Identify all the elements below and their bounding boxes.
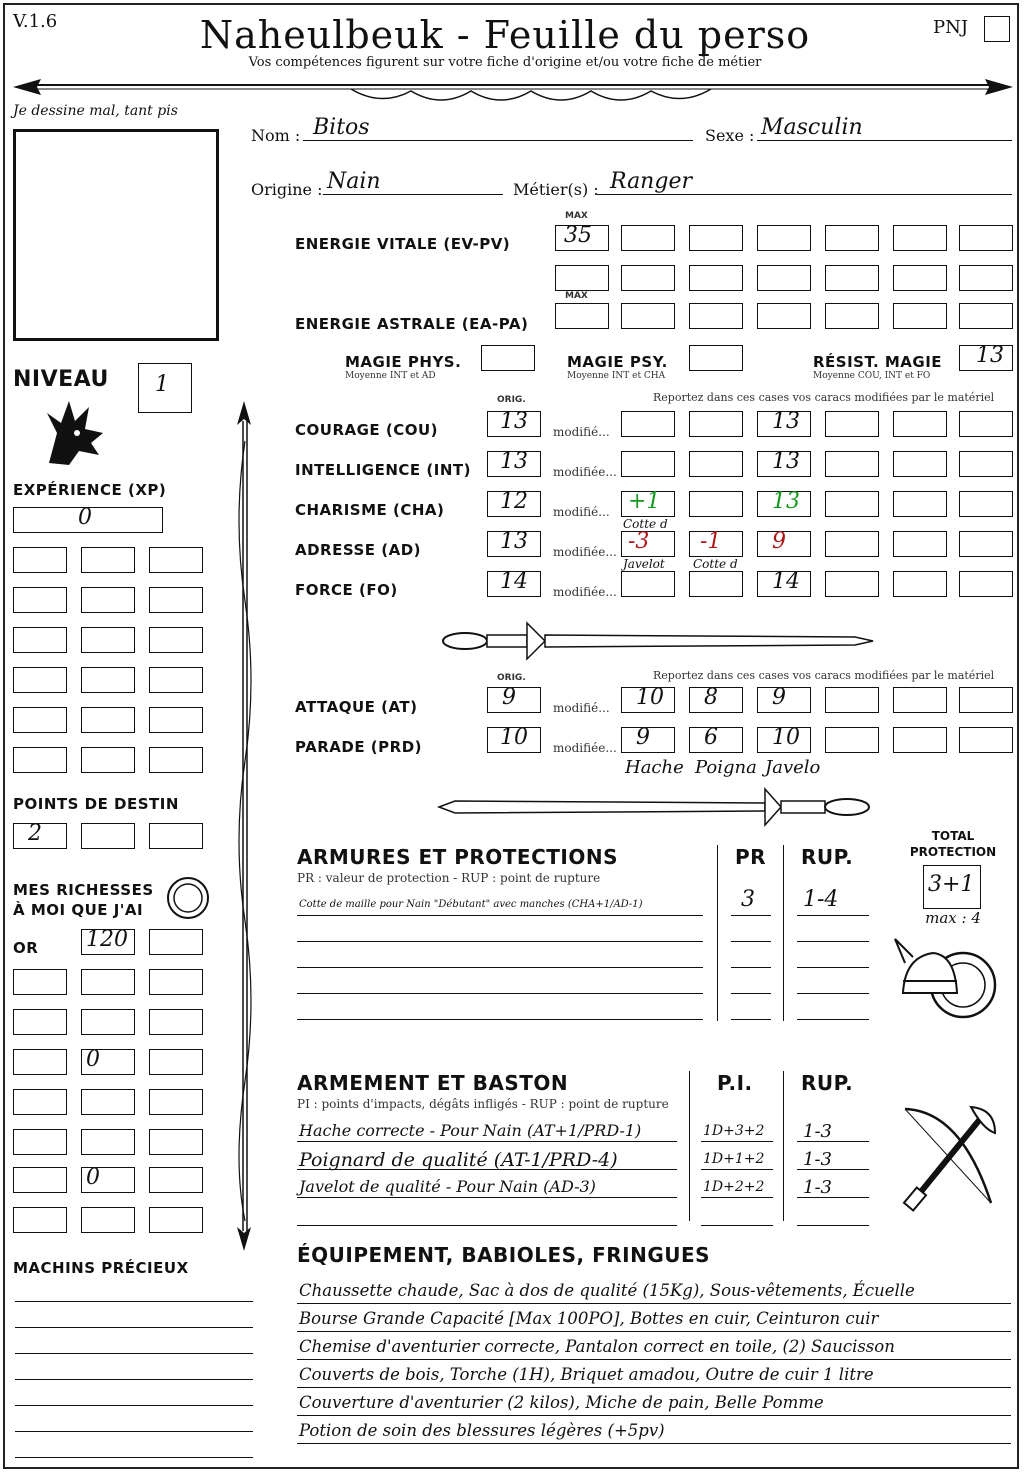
destin-box-2[interactable]: [81, 823, 135, 849]
weapon-pi-line[interactable]: [701, 1197, 773, 1198]
combat-modif-box[interactable]: [689, 687, 743, 713]
equipment-line[interactable]: [297, 1443, 1011, 1444]
precious-line[interactable]: [15, 1353, 253, 1354]
armor-name-line[interactable]: [297, 967, 703, 968]
carac-modif-box[interactable]: [959, 531, 1013, 557]
carac-modif-3-value: 13: [772, 489, 800, 514]
carac-orig-box[interactable]: [487, 411, 541, 437]
ev-box-row2-5[interactable]: [825, 265, 879, 291]
armor-rup-line[interactable]: [797, 915, 869, 916]
weapon-col-2: Poigna: [695, 757, 757, 778]
xp-box[interactable]: [81, 667, 135, 693]
carac-modif-2-value: -1: [700, 529, 722, 554]
machins-precieux-label: MACHINS PRÉCIEUX: [13, 1259, 189, 1277]
resist-magie-label: RÉSIST. MAGIE: [813, 353, 943, 371]
carac-orig-box[interactable]: [487, 571, 541, 597]
carac-orig-value: 12: [500, 489, 528, 514]
combat-modif-value: 9: [636, 725, 650, 750]
armor-name-line[interactable]: [297, 993, 703, 994]
richesses-label-1: MES RICHESSES: [13, 881, 154, 899]
equipment-line[interactable]: [297, 1359, 1011, 1360]
or-box[interactable]: [149, 1009, 203, 1035]
equipment-text: Couverture d'aventurier (2 kilos), Miche de pain, Belle Pomme: [299, 1393, 824, 1412]
total-protection-max: max : 4: [925, 909, 981, 927]
weapon-item-name: Poignard de qualité (AT-1/PRD-4): [299, 1149, 618, 1171]
ev-box-row2-4[interactable]: [757, 265, 811, 291]
argent-box[interactable]: [81, 1089, 135, 1115]
argent-box[interactable]: [149, 1089, 203, 1115]
equipment-line[interactable]: [297, 1331, 1011, 1332]
carac-modif-box[interactable]: [893, 571, 947, 597]
argent-slot[interactable]: [13, 1049, 67, 1075]
armor-sub: PR : valeur de protection - RUP : point de rupture: [297, 871, 601, 885]
carac-modif-box[interactable]: [689, 531, 743, 557]
xp-box[interactable]: [13, 547, 67, 573]
combat-modif-value: 8: [704, 685, 718, 710]
armor-name-line[interactable]: [297, 915, 703, 916]
ev-max-box[interactable]: [555, 225, 609, 251]
equipment-title: ÉQUIPEMENT, BABIOLES, FRINGUES: [297, 1243, 711, 1267]
destin-value: 2: [28, 821, 42, 846]
parade-modif-label: modifiée...: [553, 741, 617, 755]
dragon-icon: [39, 393, 109, 469]
or-box[interactable]: [81, 1009, 135, 1035]
carac-modif-1-value: +1: [628, 489, 661, 514]
combat-modif-box[interactable]: [621, 687, 675, 713]
niveau-value: 1: [155, 372, 169, 397]
portrait-box[interactable]: [13, 129, 219, 341]
equipment-text: Bourse Grande Capacité [Max 100PO], Bottes en cuir, Ceinturon cuir: [299, 1309, 879, 1328]
combat-modif-value: 9: [772, 685, 786, 710]
cuivre-box[interactable]: [81, 1207, 135, 1233]
weapons-title: ARMEMENT ET BASTON: [297, 1071, 569, 1095]
nom-label: Nom :: [251, 126, 301, 145]
parade-orig-box[interactable]: [487, 727, 541, 753]
carac-modif-3-value: 14: [772, 569, 800, 594]
combat-orig-label: ORIG.: [497, 673, 526, 683]
weapon-item-name: Javelot de qualité - Pour Nain (AD-3): [299, 1177, 596, 1196]
precious-line[interactable]: [15, 1431, 253, 1432]
carac-modif-box[interactable]: [959, 451, 1013, 477]
pnj-checkbox[interactable]: [984, 16, 1010, 42]
parade-label: PARADE (PRD): [295, 738, 423, 756]
armor-rup-line[interactable]: [797, 993, 869, 994]
cuivre-box[interactable]: [13, 1207, 67, 1233]
armor-rup-header: RUP.: [801, 845, 854, 869]
sheet-title: Naheulbeuk - Feuille du perso: [199, 13, 811, 57]
carac-modif-label: modifiée...: [553, 545, 617, 559]
xp-box[interactable]: [81, 547, 135, 573]
carac-orig-value: 14: [500, 569, 528, 594]
combat-modif-box[interactable]: [893, 687, 947, 713]
xp-box[interactable]: [81, 587, 135, 613]
xp-box[interactable]: [13, 707, 67, 733]
carac-modif-box[interactable]: [825, 411, 879, 437]
weapon-name-line[interactable]: [297, 1141, 677, 1142]
carac-modif-label: modifié...: [553, 425, 610, 439]
pnj-label: PNJ: [933, 17, 969, 38]
carac-modif-box[interactable]: [689, 451, 743, 477]
magie-psy-sub: Moyenne INT et CHA: [567, 371, 666, 381]
niveau-box[interactable]: [138, 363, 192, 413]
xp-label: EXPÉRIENCE (XP): [13, 481, 167, 499]
sword-ornament-1: [435, 619, 875, 663]
ev-box-row2-3[interactable]: [689, 265, 743, 291]
carac-modif-box[interactable]: [893, 491, 947, 517]
ev-box-row2-7[interactable]: [959, 265, 1013, 291]
armor-item-name: Cotte de maille pour Nain "Débutant" avec manches (CHA+1/AD-1): [299, 899, 643, 910]
xp-box[interactable]: [81, 627, 135, 653]
carac-modif-label: modifiée...: [553, 465, 617, 479]
armor-rup-line[interactable]: [797, 941, 869, 942]
carac-modif-box[interactable]: [689, 411, 743, 437]
ev-box-row2-6[interactable]: [893, 265, 947, 291]
origine-value[interactable]: Nain: [327, 169, 381, 194]
or-value: 120: [86, 927, 128, 952]
weapons-sub: PI : points d'impacts, dégâts infligés - RUP : point de rupture: [297, 1097, 669, 1111]
character-sheet: [3, 3, 1019, 1469]
destin-box-1[interactable]: [13, 823, 67, 849]
combat-modif-box[interactable]: [825, 727, 879, 753]
armor-item-pr: 3: [741, 887, 755, 912]
equipment-line[interactable]: [297, 1303, 1011, 1304]
or-box[interactable]: [149, 969, 203, 995]
carac-orig-box[interactable]: [487, 451, 541, 477]
niveau-label: NIVEAU: [13, 367, 109, 392]
argent-box-2[interactable]: [149, 1049, 203, 1075]
armor-pr-line[interactable]: [731, 1019, 771, 1020]
carac-orig-value: 13: [500, 529, 528, 554]
carac-orig-box[interactable]: [487, 491, 541, 517]
weapons-pi-header: P.I.: [717, 1071, 753, 1095]
equipment-text: Chemise d'aventurier correcte, Pantalon correct en toile, (2) Saucisson: [299, 1337, 895, 1356]
weapon-name-line[interactable]: [297, 1225, 677, 1226]
equipment-text: Chaussette chaude, Sac à dos de qualité (15Kg), Sous-vêtements, Écuelle: [299, 1281, 915, 1300]
armor-pr-line[interactable]: [731, 941, 771, 942]
metier-label: Métier(s) :: [513, 180, 599, 199]
carac-modif-1-value: -3: [628, 529, 650, 554]
carac-modif-box[interactable]: [689, 571, 743, 597]
or-box[interactable]: [13, 969, 67, 995]
carac-modif-box[interactable]: [621, 531, 675, 557]
combat-modif-box[interactable]: [757, 727, 811, 753]
carac-modif-box[interactable]: [757, 571, 811, 597]
precious-line[interactable]: [15, 1379, 253, 1380]
ev-max-label: MAX: [565, 211, 588, 221]
spear-ornament-vertical: [229, 401, 259, 1251]
ev-label: ENERGIE VITALE (EV-PV): [295, 235, 511, 253]
weapon-pi-line[interactable]: [701, 1169, 773, 1170]
or-box[interactable]: [81, 929, 135, 955]
destin-label: POINTS DE DESTIN: [13, 795, 179, 813]
weapon-name-line[interactable]: [297, 1197, 677, 1198]
origine-label: Origine :: [251, 180, 323, 199]
total-protection-value: 3+1: [928, 872, 975, 897]
ea-box-2[interactable]: [689, 303, 743, 329]
argent-box[interactable]: [149, 1129, 203, 1155]
carac-modif-3-value: 13: [772, 449, 800, 474]
attaque-label: ATTAQUE (AT): [295, 698, 418, 716]
ev-box-6[interactable]: [959, 225, 1013, 251]
carac-label: INTELLIGENCE (INT): [295, 461, 471, 479]
ea-max-label: MAX: [565, 291, 588, 301]
weapon-item-pi: 1D+3+2: [703, 1123, 765, 1139]
carac-note: Javelot: [623, 557, 665, 571]
equipment-line[interactable]: [297, 1415, 1011, 1416]
ea-box-6[interactable]: [959, 303, 1013, 329]
weapon-pi-line[interactable]: [701, 1141, 773, 1142]
carac-note: Cotte d: [623, 517, 668, 531]
carac-modif-label: modifiée...: [553, 585, 617, 599]
cuivre-value: 0: [86, 1165, 100, 1190]
xp-box[interactable]: [149, 547, 203, 573]
ea-box-4[interactable]: [825, 303, 879, 329]
carac-modif-box[interactable]: [757, 491, 811, 517]
total-protection-label-2: PROTECTION: [909, 845, 997, 859]
carac-modif-box[interactable]: [825, 531, 879, 557]
argent-value: 0: [86, 1047, 100, 1072]
armor-pr-line[interactable]: [731, 967, 771, 968]
resist-magie-box[interactable]: [959, 345, 1013, 371]
combat-modif-value: 10: [772, 725, 800, 750]
weapon-pi-line[interactable]: [701, 1225, 773, 1226]
combat-modif-box[interactable]: [959, 687, 1013, 713]
carac-modif-3-value: 9: [772, 529, 786, 554]
carac-orig-value: 13: [500, 449, 528, 474]
armor-pr-line[interactable]: [731, 993, 771, 994]
xp-box[interactable]: [149, 747, 203, 773]
total-protection-box[interactable]: [923, 865, 981, 909]
resist-magie-sub: Moyenne COU, INT et FO: [813, 371, 931, 381]
armor-rup-line[interactable]: [797, 1019, 869, 1020]
precious-line[interactable]: [15, 1457, 253, 1458]
portrait-label: Je dessine mal, tant pis: [13, 103, 178, 119]
armor-name-line[interactable]: [297, 1019, 703, 1020]
sexe-value[interactable]: Masculin: [761, 115, 863, 140]
carac-modif-box[interactable]: [757, 451, 811, 477]
carac-modif-box[interactable]: [689, 491, 743, 517]
carac-orig-box[interactable]: [487, 531, 541, 557]
carac-modif-box[interactable]: [621, 571, 675, 597]
combat-modif-box[interactable]: [689, 727, 743, 753]
weapon-item-pi: 1D+1+2: [703, 1151, 765, 1167]
magie-phys-sub: Moyenne INT et AD: [345, 371, 436, 381]
cuivre-box[interactable]: [81, 1167, 135, 1193]
weapon-item-rup: 1-3: [803, 1149, 832, 1170]
cuivre-box[interactable]: [149, 1207, 203, 1233]
cuivre-slot[interactable]: [13, 1167, 67, 1193]
equipment-line[interactable]: [297, 1387, 1011, 1388]
weapon-col-3: Javelo: [765, 757, 821, 778]
combat-modif-box[interactable]: [621, 727, 675, 753]
combat-modif-value: 10: [636, 685, 664, 710]
carac-orig-label: ORIG.: [497, 395, 526, 405]
sword-ornament-2: [435, 785, 875, 829]
xp-box[interactable]: [13, 587, 67, 613]
weapons-rup-header: RUP.: [801, 1071, 854, 1095]
nom-value[interactable]: Bitos: [313, 115, 370, 140]
version-label: V.1.6: [13, 11, 58, 32]
carac-orig-value: 13: [500, 409, 528, 434]
xp-box[interactable]: [13, 667, 67, 693]
carac-note: Cotte d: [693, 557, 738, 571]
ea-box-3[interactable]: [757, 303, 811, 329]
crossed-weapons-icon: [891, 1099, 1009, 1217]
carac-label: FORCE (FO): [295, 581, 398, 599]
xp-box[interactable]: [149, 587, 203, 613]
argent-box[interactable]: [13, 1089, 67, 1115]
combat-modif-box[interactable]: [757, 687, 811, 713]
xp-box[interactable]: [81, 747, 135, 773]
carac-modif-box[interactable]: [621, 451, 675, 477]
magie-psy-box[interactable]: [689, 345, 743, 371]
weapon-item-rup: 1-3: [803, 1177, 832, 1198]
carac-label: CHARISME (CHA): [295, 501, 445, 519]
xp-total-box[interactable]: [13, 507, 163, 533]
armor-pr-header: PR: [735, 845, 767, 869]
carac-modif-box[interactable]: [621, 411, 675, 437]
ea-label: ENERGIE ASTRALE (EA-PA): [295, 315, 529, 333]
carac-modif-box[interactable]: [825, 571, 879, 597]
carac-modif-box[interactable]: [757, 531, 811, 557]
ev-box-row2-2[interactable]: [621, 265, 675, 291]
ev-box-1[interactable]: [621, 225, 675, 251]
xp-value: 0: [78, 505, 92, 530]
armor-title: ARMURES ET PROTECTIONS: [297, 845, 618, 869]
precious-line[interactable]: [15, 1327, 253, 1328]
ev-box-2[interactable]: [689, 225, 743, 251]
carac-label: COURAGE (COU): [295, 421, 439, 439]
parade-orig-value: 10: [500, 725, 528, 750]
or-box-2[interactable]: [149, 929, 203, 955]
weapon-item-name: Hache correcte - Pour Nain (AT+1/PRD-1): [299, 1121, 642, 1140]
precious-line[interactable]: [15, 1405, 253, 1406]
attaque-modif-label: modifié...: [553, 701, 610, 715]
argent-box[interactable]: [81, 1049, 135, 1075]
xp-box[interactable]: [149, 667, 203, 693]
equipment-text: Couverts de bois, Torche (1H), Briquet amadou, Outre de cuir 1 litre: [299, 1365, 874, 1384]
helmet-shield-icon: [893, 933, 1003, 1033]
carac-modif-box[interactable]: [959, 411, 1013, 437]
xp-box[interactable]: [13, 627, 67, 653]
or-label: OR: [13, 939, 39, 957]
ev-max-value: 35: [564, 223, 592, 248]
carac-modif-3-value: 13: [772, 409, 800, 434]
ev-box-3[interactable]: [757, 225, 811, 251]
ev-box-4[interactable]: [825, 225, 879, 251]
ea-max-box[interactable]: [555, 303, 609, 329]
armor-name-line[interactable]: [297, 941, 703, 942]
carac-modif-box[interactable]: [893, 451, 947, 477]
xp-box[interactable]: [149, 627, 203, 653]
carac-modif-box[interactable]: [959, 491, 1013, 517]
resist-magie-value: 13: [976, 343, 1004, 368]
magie-psy-label: MAGIE PSY.: [567, 353, 668, 371]
armor-item-rup: 1-4: [803, 887, 839, 912]
equipment-text: Potion de soin des blessures légères (+5pv): [299, 1421, 665, 1440]
sexe-label: Sexe :: [705, 126, 755, 145]
magie-phys-box[interactable]: [481, 345, 535, 371]
precious-line[interactable]: [15, 1301, 253, 1302]
carac-modif-box[interactable]: [825, 451, 879, 477]
weapon-item-pi: 1D+2+2: [703, 1179, 765, 1195]
carac-modif-note: Reportez dans ces cases vos caracs modifiées par le matériel: [653, 391, 995, 404]
metier-value[interactable]: Ranger: [610, 169, 692, 194]
magie-phys-label: MAGIE PHYS.: [345, 353, 462, 371]
ev-box-row2-1[interactable]: [555, 265, 609, 291]
coin-icon: [165, 875, 211, 921]
carac-modif-box[interactable]: [893, 531, 947, 557]
combat-modif-box[interactable]: [825, 687, 879, 713]
weapon-rup-line[interactable]: [797, 1225, 869, 1226]
carac-modif-box[interactable]: [621, 491, 675, 517]
combat-modif-note: Reportez dans ces cases vos caracs modifiées par le matériel: [653, 669, 995, 682]
or-box[interactable]: [81, 969, 135, 995]
attaque-orig-value: 9: [502, 685, 516, 710]
carac-modif-box[interactable]: [959, 571, 1013, 597]
or-box[interactable]: [13, 1009, 67, 1035]
ea-box-5[interactable]: [893, 303, 947, 329]
total-protection-label-1: TOTAL: [931, 829, 975, 843]
xp-box[interactable]: [13, 747, 67, 773]
argent-box[interactable]: [13, 1129, 67, 1155]
ev-box-5[interactable]: [893, 225, 947, 251]
armor-rup-line[interactable]: [797, 967, 869, 968]
xp-box[interactable]: [149, 707, 203, 733]
carac-modif-box[interactable]: [893, 411, 947, 437]
argent-box[interactable]: [81, 1129, 135, 1155]
richesses-label-2: À MOI QUE J'AI: [13, 901, 144, 919]
combat-modif-box[interactable]: [893, 727, 947, 753]
combat-modif-value: 6: [704, 725, 718, 750]
armor-pr-line[interactable]: [731, 915, 771, 916]
carac-modif-box[interactable]: [825, 491, 879, 517]
combat-modif-box[interactable]: [959, 727, 1013, 753]
carac-modif-label: modifié...: [553, 505, 610, 519]
carac-modif-box[interactable]: [757, 411, 811, 437]
attaque-orig-box[interactable]: [487, 687, 541, 713]
xp-box[interactable]: [81, 707, 135, 733]
sheet-subtitle: Vos compétences figurent sur votre fiche d'origine et/ou votre fiche de métier: [248, 55, 762, 70]
cuivre-box-2[interactable]: [149, 1167, 203, 1193]
weapon-item-rup: 1-3: [803, 1121, 832, 1142]
carac-label: ADRESSE (AD): [295, 541, 422, 559]
weapon-col-1: Hache: [625, 757, 684, 778]
destin-box-3[interactable]: [149, 823, 203, 849]
ea-box-1[interactable]: [621, 303, 675, 329]
